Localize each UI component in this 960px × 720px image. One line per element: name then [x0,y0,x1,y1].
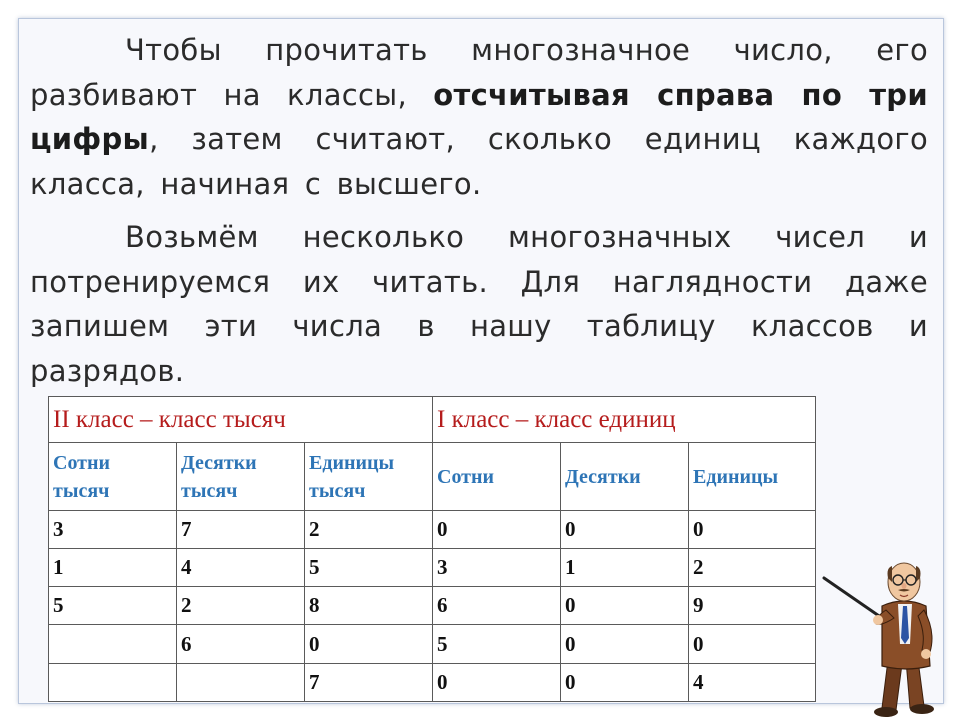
table-cell: 5 [433,625,561,663]
class-header-thousands: II класс – класс тысяч [49,397,433,443]
table-cell [49,625,177,663]
paragraph-1-bold: отсчитывая справа по три цифры [30,77,928,156]
slide-text [30,28,928,402]
table-cell: 7 [305,663,433,701]
table-cell: 1 [561,548,689,586]
teacher-with-pointer-icon [818,548,960,720]
table-cell: 8 [305,587,433,625]
table-cell: 3 [49,510,177,548]
table-cell: 0 [561,510,689,548]
paragraph-2: Возьмём несколько многозначных чисел и потренируемся их читать. Для наглядности даже запишем эти числа в нашу таблицу классов и разрядов. [30,220,928,388]
table-cell: 0 [561,587,689,625]
table-body [49,510,816,701]
table-cell: 1 [49,548,177,586]
table-cell [177,663,305,701]
table-row [49,625,816,663]
rank-header-hundreds-thousands [49,443,177,510]
table-cell: 0 [561,625,689,663]
table-row [49,663,816,701]
table-cell: 2 [689,548,816,586]
table-cell: 3 [433,548,561,586]
table-cell: 4 [689,663,816,701]
table-cell [49,663,177,701]
table-cell: 2 [177,587,305,625]
rank-header-units: Единицы [689,443,816,510]
table-cell: 5 [305,548,433,586]
rank-header-line1: Единицы [309,451,395,474]
class-header-units: I класс – класс единиц [433,397,816,443]
table-cell: 0 [689,510,816,548]
rank-header-units-thousands [305,443,433,510]
table-cell: 7 [177,510,305,548]
rank-header-row [49,443,816,510]
paragraph-1-start: Чтобы прочитать многозначное число, его разбивают на классы, [30,33,928,112]
rank-header-line2: тысяч [181,479,238,502]
table-cell: 0 [561,663,689,701]
paragraph-1 [30,28,928,206]
rank-header-line2: тысяч [53,479,110,502]
table-row [49,510,816,548]
rank-header-tens: Десятки [561,443,689,510]
table-cell: 0 [689,625,816,663]
classes-table [48,396,816,702]
table-cell: 4 [177,548,305,586]
rank-header-line2: тысяч [309,479,366,502]
table-cell: 5 [49,587,177,625]
rank-header-hundreds: Сотни [433,443,561,510]
table-cell: 9 [689,587,816,625]
paragraph-1-end: , затем считают, сколько единиц каждого класса, начиная с высшего. [30,122,928,201]
table-cell: 0 [433,510,561,548]
table-cell: 2 [305,510,433,548]
rank-header-tens-thousands [177,443,305,510]
table-cell: 0 [433,663,561,701]
table-row [49,587,816,625]
rank-header-line1: Десятки [181,451,257,474]
class-header-row [49,397,816,443]
table-cell: 0 [305,625,433,663]
table-row [49,548,816,586]
table-cell: 6 [177,625,305,663]
rank-header-line1: Сотни [53,451,111,474]
table-cell: 6 [433,587,561,625]
